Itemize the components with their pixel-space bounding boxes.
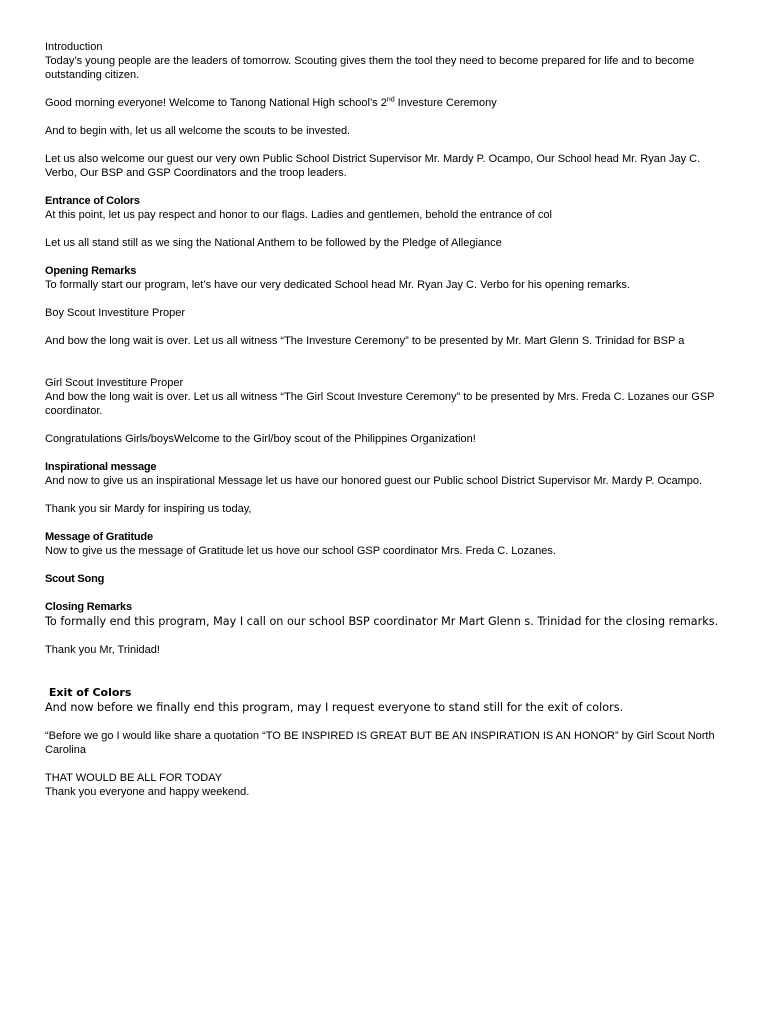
thank-trinidad-paragraph: Thank you Mr, Trinidad! (45, 644, 160, 656)
begin-paragraph: And to begin with, let us all welcome the scouts to be invested. (45, 125, 351, 137)
scout-song-heading: Scout Song (45, 573, 105, 585)
closing-paragraph: To formally end this program, May I call on our school BSP coordinator Mr Mart Glenn s. Trinidad for the closing remarks. (45, 615, 719, 628)
girl-scout-proper-label: Girl Scout Investiture Proper (45, 377, 184, 389)
boy-scout-proper-label: Boy Scout Investiture Proper (45, 307, 186, 319)
intro-paragraph: Today’s young people are the leaders of tomorrow. Scouting gives them the tool they need to become prepared for life and to become outstanding citizen. (45, 55, 695, 81)
exit-paragraph: And now before we finally end this program, may I request everyone to stand still for the exit of colors. (45, 701, 624, 714)
message-of-gratitude-heading: Message of Gratitude (45, 531, 153, 543)
guests-paragraph: Let us also welcome our guest our very own Public School District Supervisor Mr. Mardy P. Ocampo, Our School head Mr. Ryan Jay C. Verbo, Our BSP and GSP Coordinators and the troop leaders. (45, 153, 701, 179)
welcome-paragraph (45, 96, 735, 110)
welcome-ordinal-suffix: nd (386, 96, 395, 104)
anthem-paragraph: Let us all stand still as we sing the National Anthem to be followed by the Pledge of Allegiance (45, 237, 502, 249)
inspirational-message-heading: Inspirational message (45, 461, 157, 473)
entrance-of-colors-heading: Entrance of Colors (45, 195, 140, 207)
inspirational-paragraph: And now to give us an inspirational Message let us have our honored guest our Public school District Supervisor Mr. Mardy P. Ocampo. (45, 475, 703, 487)
boy-scout-paragraph: And bow the long wait is over. Let us all witness “The Investure Ceremony” to be presented by Mr. Mart Glenn S. Trinidad for BSP a (45, 335, 685, 347)
closing-statement: THAT WOULD BE ALL FOR TODAY (45, 772, 223, 784)
gratitude-paragraph: Now to give us the message of Gratitude let us hove our school GSP coordinator Mrs. Freda C. Lozanes. (45, 545, 556, 557)
quotation-paragraph: “Before we go I would like share a quotation “TO BE INSPIRED IS GREAT BUT BE AN INSPIRATION IS AN HONOR” by Girl Scout North Carolina (45, 730, 715, 756)
welcome-text-end: Investure Ceremony (394, 97, 497, 109)
girl-scout-paragraph: And bow the long wait is over. Let us all witness “The Girl Scout Investure Ceremony” to be presented by Mrs. Freda C. Lozanes our GSP coordinator. (45, 391, 715, 417)
opening-remarks-heading: Opening Remarks (45, 265, 137, 277)
intro-heading: Introduction (45, 41, 103, 53)
closing-remarks-heading: Closing Remarks (45, 601, 132, 613)
congratulations-paragraph: Congratulations Girls/boysWelcome to the Girl/boy scout of the Philippines Organization! (45, 433, 476, 445)
opening-paragraph: To formally start our program, let’s have our very dedicated School head Mr. Ryan Jay C. Verbo for his opening remarks. (45, 279, 630, 291)
thank-you-weekend: Thank you everyone and happy weekend. (45, 786, 250, 798)
entrance-paragraph: At this point, let us pay respect and honor to our flags. Ladies and gentlemen, behold the entrance of col (45, 209, 552, 221)
thank-mardy-paragraph: Thank you sir Mardy for inspiring us today, (45, 503, 252, 515)
exit-of-colors-heading: Exit of Colors (45, 686, 132, 699)
welcome-text-start: Good morning everyone! Welcome to Tanong National High school’s 2 (45, 97, 387, 109)
document-page (45, 40, 735, 799)
